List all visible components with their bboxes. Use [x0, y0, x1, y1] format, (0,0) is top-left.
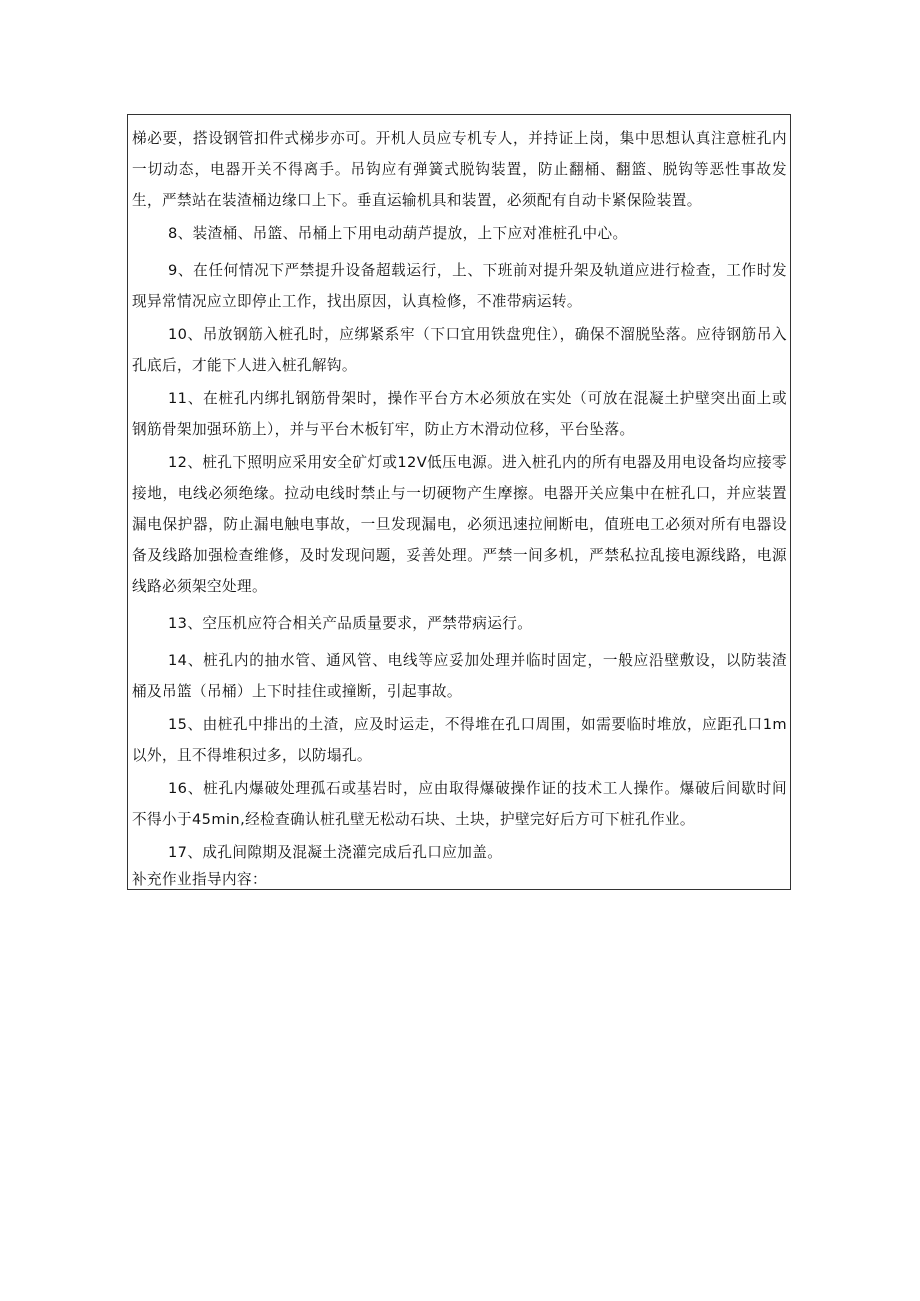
paragraph-item-15: 15、由桩孔中排出的土渣，应及时运走，不得堆在孔口周围，如需要临时堆放，应距孔口1m以外，且不得堆积过多，以防塌孔。 [132, 716, 787, 764]
paragraph-item-17: 17、成孔间隙期及混凝土浇灌完成后孔口应加盖。 [168, 844, 503, 861]
paragraph-continued: 梯必要，搭设钢管扣件式梯步亦可。开机人员应专机专人，并持证上岗，集中思想认真注意桩孔内一切动态，电器开关不得离手。吊钩应有弹簧式脱钩装置，防止翻桶、翻篮、脱钩等恶性事故发生，严禁站在装渣桶边缘口上下。垂直运输机具和装置，必须配有自动卡紧保险装置。 [132, 130, 787, 209]
paragraph-item-16: 16、桩孔内爆破处理孤石或基岩时，应由取得爆破操作证的技术工人操作。爆破后间歇时间不得小于45min,经检查确认桩孔壁无松动石块、土块，护壁完好后方可下桩孔作业。 [132, 780, 787, 828]
paragraph-item-9: 9、在任何情况下严禁提升设备超载运行，上、下班前对提升架及轨道应进行检查，工作时发现异常情况应立即停止工作，找出原因，认真检修，不准带病运转。 [132, 262, 787, 310]
paragraph-item-13: 13、空压机应符合相关产品质量要求，严禁带病运行。 [168, 615, 533, 632]
paragraph-item-10: 10、吊放钢筋入桩孔时，应绑紧系牢（下口宜用铁盘兜住），确保不溜脱坠落。应待钢筋吊入孔底后，才能下人进入桩孔解钩。 [132, 326, 787, 374]
paragraph-item-12: 12、桩孔下照明应采用安全矿灯或12V低压电源。进入桩孔内的所有电器及用电设备均应接零接地，电线必须绝缘。拉动电线时禁止与一切硬物产生摩擦。电器开关应集中在桩孔口，并应装置漏电保护器，防止漏电触电事故，一旦发现漏电，必须迅速拉闸断电，值班电工必须对所有电器设备及线路加强检查维修，及时发现问题，妥善处理。严禁一间多机，严禁私拉乱接电源线路，电源线路必须架空处理。 [132, 454, 787, 595]
supplement-label: 补充作业指导内容： [132, 871, 267, 888]
paragraph-item-11: 11、在桩孔内绑扎钢筋骨架时，操作平台方木必须放在实处（可放在混凝土护壁突出面上或钢筋骨架加强环筋上），并与平台木板钉牢，防止方木滑动位移，平台坠落。 [132, 390, 787, 438]
paragraph-item-8: 8、装渣桶、吊篮、吊桶上下用电动葫芦提放，上下应对准桩孔中心。 [168, 225, 628, 242]
guidance-table-cell [127, 114, 791, 890]
paragraph-item-14: 14、桩孔内的抽水管、通风管、电线等应妥加处理并临时固定，一般应沿壁敷设，以防装渣桶及吊篮（吊桶）上下时挂住或撞断，引起事故。 [132, 652, 787, 700]
